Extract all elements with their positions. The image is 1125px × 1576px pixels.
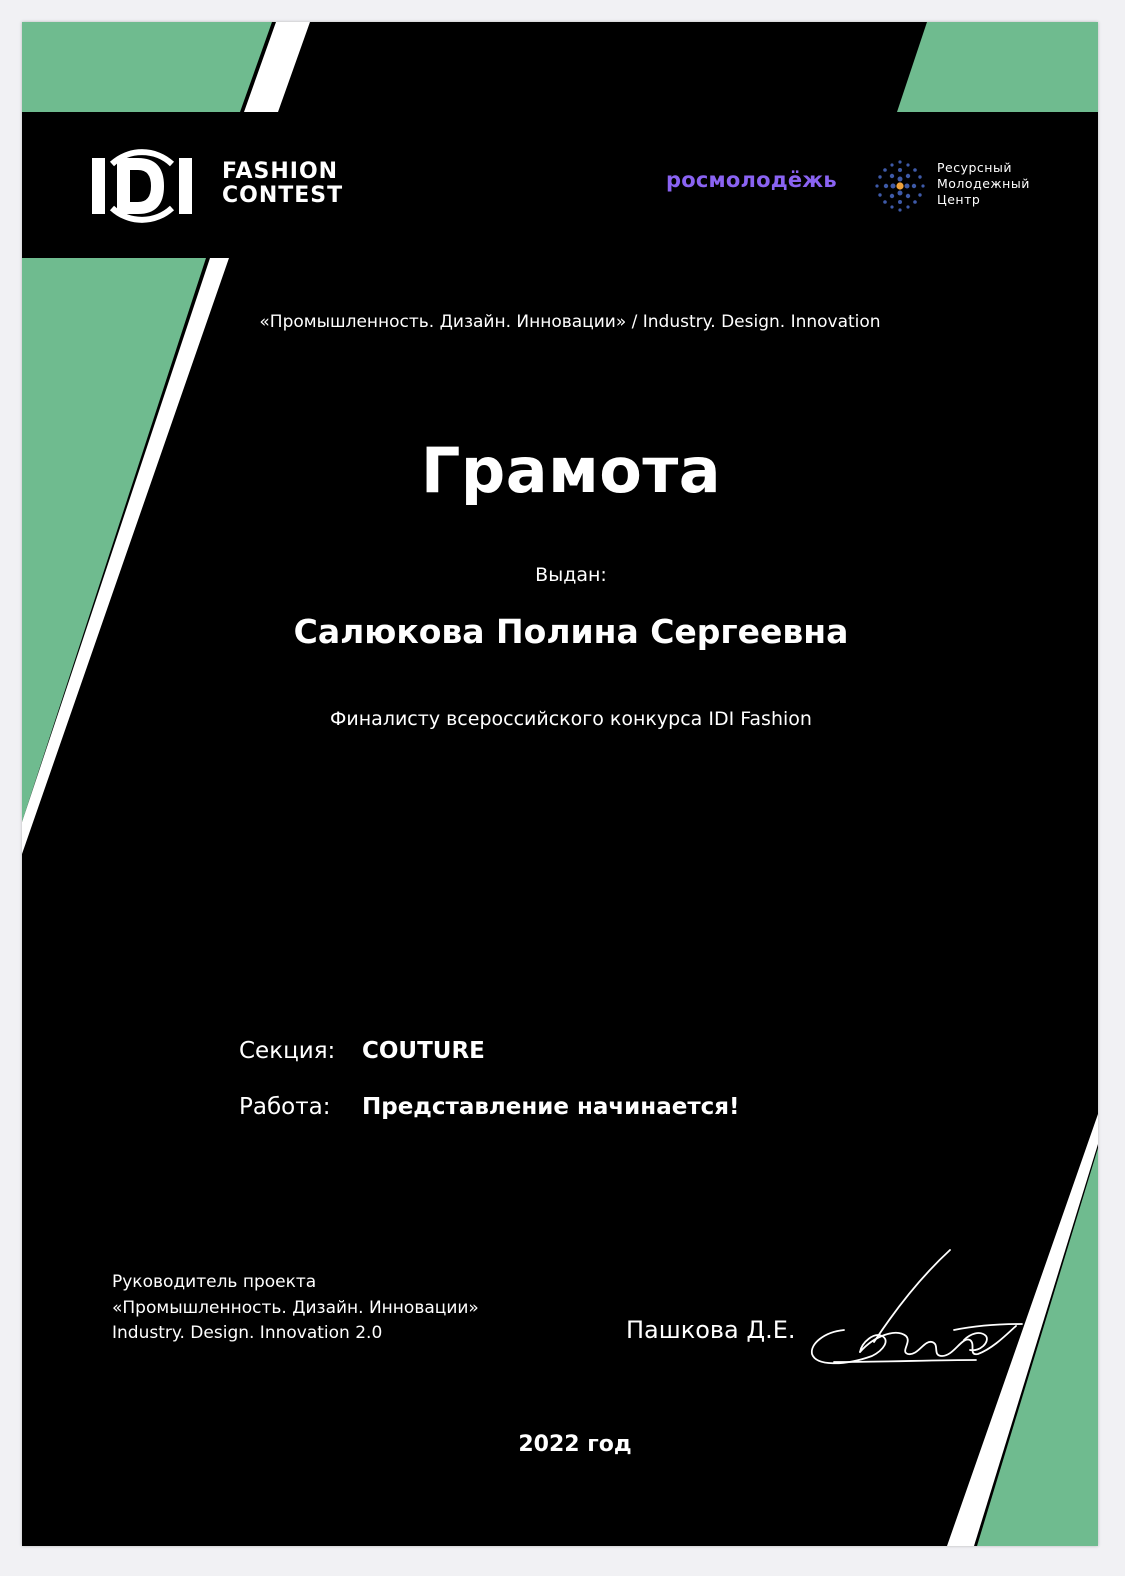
top-right-green-band xyxy=(897,22,1098,112)
leader-line3: Industry. Design. Innovation 2.0 xyxy=(112,1323,383,1343)
project-leader-title xyxy=(112,1270,479,1347)
leader-line2: «Промышленность. Дизайн. Инновации» xyxy=(112,1297,479,1318)
top-left-green-band xyxy=(22,22,272,112)
section-label: Секция: xyxy=(239,1038,336,1064)
idi-logo xyxy=(90,136,194,236)
handwritten-signature xyxy=(804,1244,1024,1374)
rmc-line3: Центр xyxy=(937,192,981,207)
dot-sphere-icon xyxy=(872,158,928,214)
issued-label: Выдан: xyxy=(535,564,607,586)
certificate-title: Грамота xyxy=(420,434,722,507)
resource-youth-center-logo xyxy=(937,160,1030,208)
work-label: Работа: xyxy=(239,1094,331,1120)
left-green-wedge xyxy=(22,258,206,822)
certificate-page xyxy=(22,22,1098,1546)
work-value: Представление начинается! xyxy=(362,1094,740,1120)
contest-word: CONTEST xyxy=(222,183,344,208)
section-value: COUTURE xyxy=(362,1038,485,1064)
finalist-text: Финалисту всероссийского конкурса IDI Fashion xyxy=(330,708,812,730)
rmc-line2: Молодежный xyxy=(937,176,1030,191)
rmc-line1: Ресурсный xyxy=(937,160,1012,175)
leader-line1: Руководитель проекта xyxy=(112,1272,317,1292)
rosmolodezh-logo: росмолодёжь xyxy=(666,168,837,192)
fashion-contest-logo xyxy=(222,160,343,208)
recipient-name: Салюкова Полина Сергеевна xyxy=(293,612,849,651)
signer-name: Пашкова Д.Е. xyxy=(626,1316,796,1344)
fashion-word: FASHION xyxy=(222,159,339,184)
project-tagline: «Промышленность. Дизайн. Инновации» / Industry. Design. Innovation xyxy=(259,312,881,332)
certificate-year: 2022 год xyxy=(518,1432,632,1457)
